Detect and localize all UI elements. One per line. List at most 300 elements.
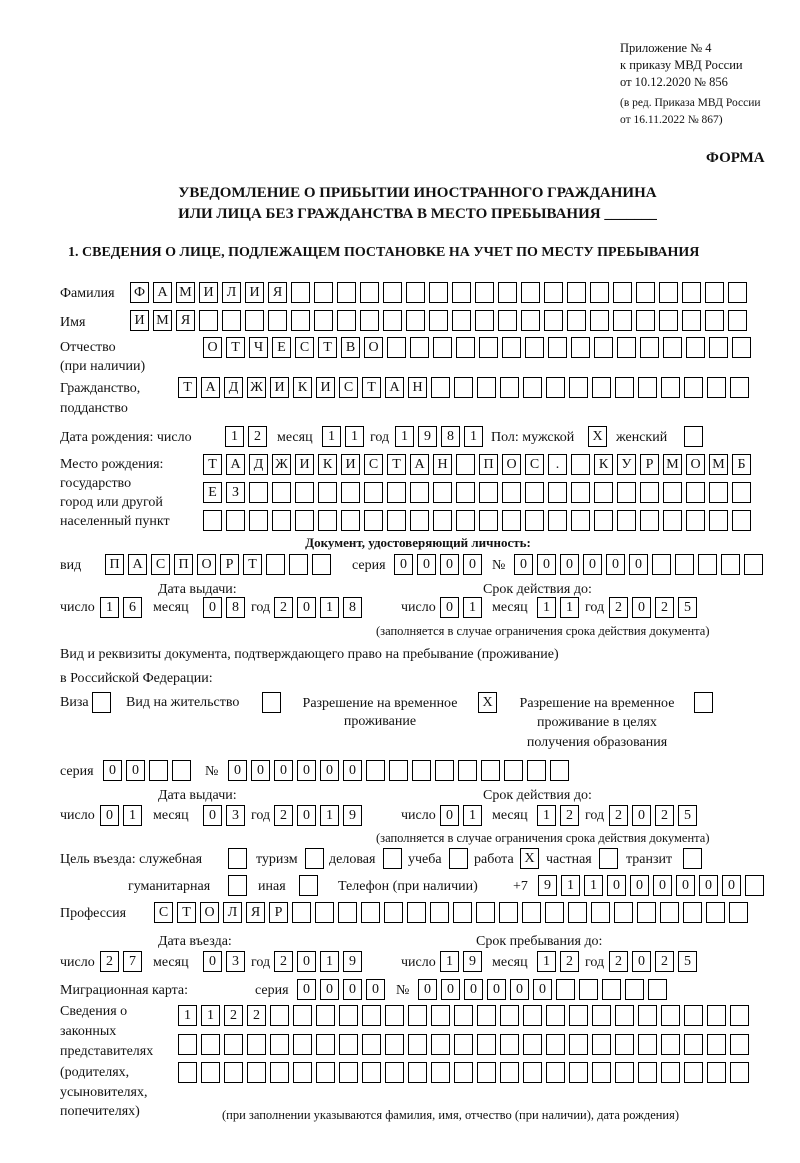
char-box[interactable] [502, 510, 521, 531]
char-box[interactable]: А [201, 377, 220, 398]
id-issue-month-field[interactable] [203, 597, 245, 618]
char-box[interactable] [456, 337, 475, 358]
char-box[interactable]: 0 [297, 805, 316, 826]
residence-checkbox[interactable] [262, 692, 281, 713]
char-box[interactable] [732, 482, 751, 503]
char-box[interactable]: Т [387, 454, 406, 475]
char-box[interactable]: З [226, 482, 245, 503]
purpose-business-checkbox[interactable] [383, 848, 402, 869]
char-box[interactable] [694, 692, 713, 713]
char-box[interactable] [661, 377, 680, 398]
char-box[interactable] [383, 848, 402, 869]
char-box[interactable]: Т [203, 454, 222, 475]
char-box[interactable] [523, 1062, 542, 1083]
char-box[interactable] [615, 1034, 634, 1055]
char-box[interactable] [684, 377, 703, 398]
char-box[interactable]: 0 [632, 805, 651, 826]
char-box[interactable] [745, 875, 764, 896]
char-box[interactable] [592, 1005, 611, 1026]
char-box[interactable] [201, 1034, 220, 1055]
char-box[interactable] [663, 510, 682, 531]
char-box[interactable] [477, 377, 496, 398]
char-box[interactable] [568, 902, 587, 923]
char-box[interactable] [594, 510, 613, 531]
char-box[interactable]: Т [177, 902, 196, 923]
char-box[interactable] [569, 1034, 588, 1055]
char-box[interactable]: И [316, 377, 335, 398]
char-box[interactable] [500, 1062, 519, 1083]
char-box[interactable] [500, 1034, 519, 1055]
char-box[interactable]: 2 [609, 805, 628, 826]
char-box[interactable]: Т [243, 554, 262, 575]
purpose-transit-checkbox[interactable] [683, 848, 702, 869]
char-box[interactable] [337, 310, 356, 331]
char-box[interactable]: 1 [322, 426, 341, 447]
char-box[interactable] [476, 902, 495, 923]
char-box[interactable] [454, 1034, 473, 1055]
char-box[interactable] [730, 377, 749, 398]
char-box[interactable] [617, 337, 636, 358]
char-box[interactable] [453, 902, 472, 923]
char-box[interactable] [659, 310, 678, 331]
char-box[interactable] [525, 510, 544, 531]
char-box[interactable] [730, 1034, 749, 1055]
char-box[interactable] [452, 310, 471, 331]
char-box[interactable] [638, 1034, 657, 1055]
char-box[interactable] [228, 848, 247, 869]
char-box[interactable] [339, 1062, 358, 1083]
char-box[interactable]: С [525, 454, 544, 475]
char-box[interactable]: 0 [537, 554, 556, 575]
purpose-service-checkbox[interactable] [228, 848, 247, 869]
char-box[interactable] [249, 510, 268, 531]
char-box[interactable] [293, 1034, 312, 1055]
char-box[interactable] [638, 1062, 657, 1083]
char-box[interactable] [360, 282, 379, 303]
char-box[interactable] [571, 454, 590, 475]
char-box[interactable]: 0 [440, 597, 459, 618]
char-box[interactable]: 7 [123, 951, 142, 972]
char-box[interactable] [384, 902, 403, 923]
char-box[interactable]: К [293, 377, 312, 398]
right-issue-month-field[interactable] [203, 805, 245, 826]
char-box[interactable] [556, 979, 575, 1000]
char-box[interactable] [431, 1034, 450, 1055]
char-box[interactable] [592, 1034, 611, 1055]
char-box[interactable]: Н [408, 377, 427, 398]
char-box[interactable] [638, 1005, 657, 1026]
char-box[interactable]: Ж [247, 377, 266, 398]
char-box[interactable] [410, 337, 429, 358]
char-box[interactable]: К [594, 454, 613, 475]
char-box[interactable] [226, 510, 245, 531]
char-box[interactable]: 0 [394, 554, 413, 575]
char-box[interactable]: Д [224, 377, 243, 398]
char-box[interactable]: Е [272, 337, 291, 358]
char-box[interactable] [500, 377, 519, 398]
char-box[interactable] [337, 282, 356, 303]
char-box[interactable]: 1 [395, 426, 414, 447]
char-box[interactable] [341, 482, 360, 503]
char-box[interactable] [544, 310, 563, 331]
char-box[interactable] [638, 377, 657, 398]
char-box[interactable]: И [199, 282, 218, 303]
char-box[interactable]: Л [222, 282, 241, 303]
right-issue-year-field[interactable] [274, 805, 362, 826]
char-box[interactable] [316, 1005, 335, 1026]
char-box[interactable] [548, 510, 567, 531]
char-box[interactable]: 9 [343, 951, 362, 972]
char-box[interactable] [523, 1034, 542, 1055]
surname-field[interactable] [130, 282, 747, 303]
char-box[interactable] [705, 310, 724, 331]
char-box[interactable]: 6 [123, 597, 142, 618]
char-box[interactable] [314, 310, 333, 331]
char-box[interactable] [615, 377, 634, 398]
char-box[interactable]: В [341, 337, 360, 358]
name-field[interactable] [130, 310, 747, 331]
char-box[interactable]: А [385, 377, 404, 398]
char-box[interactable]: Н [433, 454, 452, 475]
char-box[interactable]: Е [203, 482, 222, 503]
char-box[interactable]: X [588, 426, 607, 447]
char-box[interactable] [660, 902, 679, 923]
char-box[interactable] [270, 1034, 289, 1055]
char-box[interactable]: А [226, 454, 245, 475]
char-box[interactable] [663, 482, 682, 503]
char-box[interactable] [590, 310, 609, 331]
char-box[interactable]: 0 [297, 951, 316, 972]
char-box[interactable] [684, 1062, 703, 1083]
char-box[interactable] [407, 902, 426, 923]
char-box[interactable]: 1 [584, 875, 603, 896]
char-box[interactable] [498, 282, 517, 303]
char-box[interactable] [684, 426, 703, 447]
char-box[interactable]: 0 [440, 554, 459, 575]
char-box[interactable]: 8 [343, 597, 362, 618]
char-box[interactable]: 0 [417, 554, 436, 575]
char-box[interactable]: 5 [678, 597, 697, 618]
birth-place-field-2[interactable] [203, 482, 751, 503]
char-box[interactable] [268, 310, 287, 331]
char-box[interactable]: 1 [320, 805, 339, 826]
char-box[interactable] [270, 1062, 289, 1083]
char-box[interactable] [338, 902, 357, 923]
birth-day-field[interactable] [225, 426, 267, 447]
char-box[interactable]: 2 [247, 1005, 266, 1026]
char-box[interactable] [640, 510, 659, 531]
char-box[interactable] [522, 902, 541, 923]
char-box[interactable] [567, 282, 586, 303]
char-box[interactable] [636, 282, 655, 303]
char-box[interactable] [228, 875, 247, 896]
char-box[interactable] [705, 282, 724, 303]
stay-year-field[interactable] [609, 951, 697, 972]
char-box[interactable] [385, 1062, 404, 1083]
char-box[interactable] [640, 482, 659, 503]
char-box[interactable] [661, 1005, 680, 1026]
char-box[interactable] [201, 1062, 220, 1083]
char-box[interactable] [362, 1005, 381, 1026]
char-box[interactable] [408, 1034, 427, 1055]
char-box[interactable] [732, 337, 751, 358]
char-box[interactable] [661, 1062, 680, 1083]
id-issue-year-field[interactable] [274, 597, 362, 618]
char-box[interactable] [475, 282, 494, 303]
char-box[interactable] [270, 1005, 289, 1026]
char-box[interactable] [433, 337, 452, 358]
char-box[interactable] [502, 482, 521, 503]
char-box[interactable]: 1 [561, 875, 580, 896]
char-box[interactable] [683, 902, 702, 923]
char-box[interactable] [291, 310, 310, 331]
char-box[interactable]: С [364, 454, 383, 475]
char-box[interactable] [364, 482, 383, 503]
char-box[interactable]: 8 [226, 597, 245, 618]
char-box[interactable] [203, 510, 222, 531]
char-box[interactable] [224, 1034, 243, 1055]
char-box[interactable]: Ф [130, 282, 149, 303]
char-box[interactable] [454, 1005, 473, 1026]
char-box[interactable]: 2 [655, 597, 674, 618]
char-box[interactable] [431, 1005, 450, 1026]
char-box[interactable]: 1 [440, 951, 459, 972]
char-box[interactable] [272, 482, 291, 503]
char-box[interactable] [362, 1062, 381, 1083]
migration-number-field[interactable] [418, 979, 667, 1000]
char-box[interactable] [172, 760, 191, 781]
char-box[interactable] [707, 1034, 726, 1055]
char-box[interactable] [339, 1005, 358, 1026]
char-box[interactable] [431, 377, 450, 398]
char-box[interactable] [594, 482, 613, 503]
right-valid-month-field[interactable] [537, 805, 579, 826]
char-box[interactable] [362, 1034, 381, 1055]
char-box[interactable] [293, 1005, 312, 1026]
char-box[interactable]: Р [220, 554, 239, 575]
char-box[interactable]: И [245, 282, 264, 303]
char-box[interactable] [613, 310, 632, 331]
right-series-field[interactable] [103, 760, 191, 781]
reps-field-2[interactable] [178, 1034, 749, 1055]
char-box[interactable] [429, 310, 448, 331]
birth-year-field[interactable] [395, 426, 483, 447]
char-box[interactable] [389, 760, 408, 781]
char-box[interactable] [318, 482, 337, 503]
char-box[interactable]: 1 [464, 426, 483, 447]
char-box[interactable]: 2 [609, 951, 628, 972]
char-box[interactable] [637, 902, 656, 923]
entry-month-field[interactable] [203, 951, 245, 972]
char-box[interactable]: Т [178, 377, 197, 398]
char-box[interactable] [504, 760, 523, 781]
id-valid-month-field[interactable] [537, 597, 579, 618]
char-box[interactable]: А [410, 454, 429, 475]
char-box[interactable] [706, 902, 725, 923]
char-box[interactable]: М [709, 454, 728, 475]
char-box[interactable]: 0 [630, 875, 649, 896]
char-box[interactable]: 0 [203, 597, 222, 618]
char-box[interactable]: 0 [320, 760, 339, 781]
char-box[interactable] [721, 554, 740, 575]
char-box[interactable] [682, 282, 701, 303]
id-kind-field[interactable] [105, 554, 331, 575]
char-box[interactable]: 0 [653, 875, 672, 896]
char-box[interactable] [569, 1062, 588, 1083]
char-box[interactable]: 2 [655, 951, 674, 972]
char-box[interactable] [732, 510, 751, 531]
char-box[interactable] [527, 760, 546, 781]
char-box[interactable] [406, 282, 425, 303]
char-box[interactable]: О [197, 554, 216, 575]
char-box[interactable]: М [663, 454, 682, 475]
id-number-field[interactable] [514, 554, 763, 575]
char-box[interactable]: 1 [100, 597, 119, 618]
phone-field[interactable] [538, 875, 764, 896]
char-box[interactable]: 1 [463, 805, 482, 826]
char-box[interactable]: 9 [538, 875, 557, 896]
char-box[interactable] [458, 760, 477, 781]
char-box[interactable] [385, 1034, 404, 1055]
char-box[interactable] [730, 1062, 749, 1083]
char-box[interactable] [412, 760, 431, 781]
char-box[interactable]: 9 [418, 426, 437, 447]
char-box[interactable] [305, 848, 324, 869]
char-box[interactable] [709, 510, 728, 531]
char-box[interactable]: 0 [487, 979, 506, 1000]
char-box[interactable] [569, 377, 588, 398]
char-box[interactable]: И [270, 377, 289, 398]
char-box[interactable] [599, 848, 618, 869]
char-box[interactable] [523, 1005, 542, 1026]
char-box[interactable] [640, 337, 659, 358]
char-box[interactable]: 3 [226, 951, 245, 972]
purpose-other-checkbox[interactable] [299, 875, 318, 896]
char-box[interactable]: 2 [100, 951, 119, 972]
char-box[interactable] [222, 310, 241, 331]
birth-place-field-3[interactable] [203, 510, 751, 531]
char-box[interactable]: 5 [678, 805, 697, 826]
char-box[interactable]: О [200, 902, 219, 923]
sex-female-checkbox[interactable] [684, 426, 703, 447]
char-box[interactable] [546, 377, 565, 398]
char-box[interactable]: И [295, 454, 314, 475]
id-valid-day-field[interactable] [440, 597, 482, 618]
char-box[interactable] [92, 692, 111, 713]
char-box[interactable]: М [176, 282, 195, 303]
char-box[interactable]: 2 [655, 805, 674, 826]
char-box[interactable] [316, 1034, 335, 1055]
char-box[interactable] [683, 848, 702, 869]
char-box[interactable] [728, 282, 747, 303]
char-box[interactable] [479, 337, 498, 358]
purpose-study-checkbox[interactable] [449, 848, 468, 869]
char-box[interactable] [652, 554, 671, 575]
char-box[interactable] [614, 902, 633, 923]
char-box[interactable] [224, 1062, 243, 1083]
char-box[interactable]: 0 [343, 760, 362, 781]
char-box[interactable] [744, 554, 763, 575]
char-box[interactable]: 0 [366, 979, 385, 1000]
char-box[interactable]: Р [269, 902, 288, 923]
char-box[interactable]: 0 [533, 979, 552, 1000]
char-box[interactable] [295, 482, 314, 503]
profession-field[interactable] [154, 902, 748, 923]
stay-month-field[interactable] [537, 951, 579, 972]
char-box[interactable] [525, 337, 544, 358]
char-box[interactable] [592, 377, 611, 398]
char-box[interactable]: 1 [537, 951, 556, 972]
char-box[interactable]: 0 [274, 760, 293, 781]
char-box[interactable] [456, 454, 475, 475]
char-box[interactable] [272, 510, 291, 531]
char-box[interactable] [292, 902, 311, 923]
char-box[interactable] [406, 310, 425, 331]
char-box[interactable] [339, 1034, 358, 1055]
char-box[interactable] [592, 1062, 611, 1083]
char-box[interactable]: 1 [201, 1005, 220, 1026]
char-box[interactable]: Т [318, 337, 337, 358]
char-box[interactable] [387, 510, 406, 531]
char-box[interactable]: 0 [100, 805, 119, 826]
char-box[interactable]: 0 [440, 805, 459, 826]
char-box[interactable] [615, 1062, 634, 1083]
entry-day-field[interactable] [100, 951, 142, 972]
purpose-work-checkbox[interactable] [520, 848, 539, 869]
char-box[interactable]: Ж [272, 454, 291, 475]
char-box[interactable] [707, 1005, 726, 1026]
char-box[interactable] [698, 554, 717, 575]
temp-edu-checkbox[interactable] [694, 692, 713, 713]
char-box[interactable] [550, 760, 569, 781]
char-box[interactable] [571, 510, 590, 531]
char-box[interactable]: Б [732, 454, 751, 475]
char-box[interactable] [364, 510, 383, 531]
id-series-field[interactable] [394, 554, 482, 575]
char-box[interactable] [571, 337, 590, 358]
sex-male-checkbox[interactable] [588, 426, 607, 447]
char-box[interactable] [410, 482, 429, 503]
char-box[interactable] [479, 510, 498, 531]
char-box[interactable] [579, 979, 598, 1000]
purpose-private-checkbox[interactable] [599, 848, 618, 869]
char-box[interactable]: 1 [320, 597, 339, 618]
char-box[interactable] [709, 482, 728, 503]
char-box[interactable] [408, 1062, 427, 1083]
char-box[interactable] [316, 1062, 335, 1083]
char-box[interactable] [615, 1005, 634, 1026]
migration-series-field[interactable] [297, 979, 385, 1000]
char-box[interactable]: Я [246, 902, 265, 923]
char-box[interactable]: О [203, 337, 222, 358]
char-box[interactable]: О [686, 454, 705, 475]
purpose-humanitarian-checkbox[interactable] [228, 875, 247, 896]
reps-field-1[interactable] [178, 1005, 749, 1026]
char-box[interactable]: 2 [224, 1005, 243, 1026]
char-box[interactable] [178, 1062, 197, 1083]
char-box[interactable]: 0 [126, 760, 145, 781]
char-box[interactable] [454, 1062, 473, 1083]
char-box[interactable]: 0 [418, 979, 437, 1000]
purpose-tourism-checkbox[interactable] [305, 848, 324, 869]
char-box[interactable] [602, 979, 621, 1000]
char-box[interactable]: 0 [632, 597, 651, 618]
char-box[interactable]: 2 [274, 805, 293, 826]
right-valid-day-field[interactable] [440, 805, 482, 826]
char-box[interactable]: 1 [320, 951, 339, 972]
char-box[interactable] [659, 282, 678, 303]
char-box[interactable] [730, 1005, 749, 1026]
